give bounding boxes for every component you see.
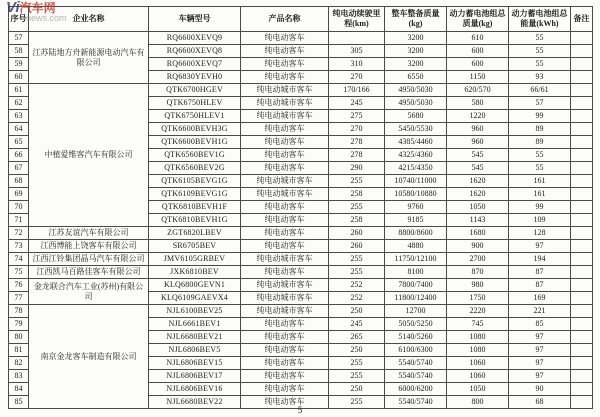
cell-battery-mass: 620/570 xyxy=(447,84,509,97)
cell-remark xyxy=(571,214,593,227)
cell-curb-weight: 9760 xyxy=(385,201,447,214)
cell-battery-energy: 55 xyxy=(509,32,571,45)
cell-index: 59 xyxy=(9,58,29,71)
table-row xyxy=(9,305,593,318)
cell-remark xyxy=(571,318,593,331)
cell-battery-energy: 66/61 xyxy=(509,84,571,97)
cell-product: 纯电动城市客车 xyxy=(241,97,329,110)
cell-battery-energy: 161 xyxy=(509,175,571,188)
cell-model: NJL6680BEV21 xyxy=(149,331,241,344)
cell-battery-mass: 870 xyxy=(447,266,509,279)
table-row xyxy=(9,266,593,279)
cell-battery-mass: 980 xyxy=(447,279,509,292)
cell-index: 65 xyxy=(9,136,29,149)
cell-range: 255 xyxy=(329,357,385,370)
cell-battery-mass: 545 xyxy=(447,149,509,162)
cell-range: 252 xyxy=(329,292,385,305)
cell-battery-mass: 1060 xyxy=(447,357,509,370)
cell-index: 82 xyxy=(9,357,29,370)
cell-battery-mass: 1750 xyxy=(447,292,509,305)
cell-battery-mass: 600 xyxy=(447,45,509,58)
cell-model: SR6705BEV xyxy=(149,240,241,253)
header-curb-weight: 整车整备质量(kg) xyxy=(385,7,447,32)
cell-remark xyxy=(571,240,593,253)
cell-index: 85 xyxy=(9,396,29,409)
header-model: 车辆型号 xyxy=(149,7,241,32)
cell-index: 57 xyxy=(9,32,29,45)
cell-model: QTK6560BEV1G xyxy=(149,149,241,162)
header-battery-energy: 动力蓄电池组总能量(kWh) xyxy=(509,7,571,32)
cell-battery-mass: 800 xyxy=(447,396,509,409)
cell-battery-mass: 1080 xyxy=(447,344,509,357)
cell-curb-weight: 5540/5740 xyxy=(385,396,447,409)
cell-curb-weight: 5450/5530 xyxy=(385,123,447,136)
table-row xyxy=(9,279,593,292)
cell-remark xyxy=(571,201,593,214)
cell-battery-mass: 1150 xyxy=(447,71,509,84)
cell-curb-weight: 3200 xyxy=(385,32,447,45)
cell-curb-weight: 8800/8600 xyxy=(385,227,447,240)
cell-battery-mass: 1050 xyxy=(447,383,509,396)
cell-company: 江西博能上饶客车有限公司 xyxy=(29,240,149,253)
cell-range: 245 xyxy=(329,97,385,110)
cell-index: 80 xyxy=(9,331,29,344)
cell-battery-mass: 2700 xyxy=(447,253,509,266)
cell-product: 纯电动客车 xyxy=(241,71,329,84)
cell-range: 255 xyxy=(329,201,385,214)
header-product: 产品名称 xyxy=(241,7,329,32)
cell-product: 纯电动客车 xyxy=(241,214,329,227)
cell-range: 258 xyxy=(329,214,385,227)
cell-index: 62 xyxy=(9,97,29,110)
watermark-brand: 汽车网 xyxy=(19,1,56,15)
cell-battery-mass: 1143 xyxy=(447,214,509,227)
cell-curb-weight: 4950/5030 xyxy=(385,84,447,97)
cell-battery-mass: 960 xyxy=(447,136,509,149)
cell-model: NJL6806BEV16 xyxy=(149,383,241,396)
cell-index: 77 xyxy=(9,292,29,305)
cell-product: 纯电动城市客车 xyxy=(241,253,329,266)
cell-index: 61 xyxy=(9,84,29,97)
cell-range: 170/166 xyxy=(329,84,385,97)
cell-curb-weight: 4215/4350 xyxy=(385,162,447,175)
cell-index: 81 xyxy=(9,344,29,357)
cell-index: 66 xyxy=(9,149,29,162)
cell-company: 江苏陆地方舟新能源电动汽车有限公司 xyxy=(29,32,149,84)
cell-range xyxy=(329,32,385,45)
cell-model: QTK6600BEVH1G xyxy=(149,136,241,149)
cell-curb-weight: 4880 xyxy=(385,240,447,253)
cell-remark xyxy=(571,266,593,279)
header-row xyxy=(9,7,593,32)
cell-remark xyxy=(571,292,593,305)
cell-curb-weight: 5540/5740 xyxy=(385,357,447,370)
cell-battery-energy: 194 xyxy=(509,253,571,266)
cell-battery-mass: 1620 xyxy=(447,175,509,188)
cell-curb-weight: 11750/12100 xyxy=(385,253,447,266)
cell-product: 纯电动客车 xyxy=(241,266,329,279)
cell-battery-energy: 97 xyxy=(509,370,571,383)
cell-company: 中植爱维客汽车有限公司 xyxy=(29,84,149,227)
cell-remark xyxy=(571,331,593,344)
cell-curb-weight: 12700 xyxy=(385,305,447,318)
page-number: 5 xyxy=(297,405,303,415)
cell-index: 71 xyxy=(9,214,29,227)
cell-battery-mass: 580 xyxy=(447,97,509,110)
cell-battery-mass: 610 xyxy=(447,32,509,45)
cell-model: QTK6810BEVH1F xyxy=(149,201,241,214)
cell-curb-weight: 4325/4360 xyxy=(385,149,447,162)
cell-remark xyxy=(571,305,593,318)
cell-remark xyxy=(571,253,593,266)
cell-remark xyxy=(571,136,593,149)
cell-index: 63 xyxy=(9,110,29,123)
cell-index: 83 xyxy=(9,370,29,383)
cell-product: 纯电动客车 xyxy=(241,136,329,149)
cell-product: 纯电动客车 xyxy=(241,45,329,58)
cell-range: 305 xyxy=(329,45,385,58)
table-row xyxy=(9,32,593,45)
cell-index: 58 xyxy=(9,45,29,58)
cell-model: NJL6806BEV15 xyxy=(149,357,241,370)
cell-product: 纯电动客车 xyxy=(241,370,329,383)
cell-index: 64 xyxy=(9,123,29,136)
cell-remark xyxy=(571,149,593,162)
cell-product: 纯电动客车 xyxy=(241,123,329,136)
cell-curb-weight: 6550 xyxy=(385,71,447,84)
cell-model: QTK6109BEVG1G xyxy=(149,188,241,201)
watermark-logo: Vi xyxy=(6,0,20,16)
cell-model: NJL6806BEV17 xyxy=(149,370,241,383)
cell-battery-energy: 55 xyxy=(509,58,571,71)
cell-battery-energy: 169 xyxy=(509,292,571,305)
cell-battery-energy: 97 xyxy=(509,344,571,357)
cell-curb-weight: 11800/12400 xyxy=(385,292,447,305)
cell-remark xyxy=(571,97,593,110)
cell-range: 250 xyxy=(329,305,385,318)
cell-battery-energy: 85 xyxy=(509,318,571,331)
header-company: 企业名称 xyxy=(29,7,149,32)
cell-curb-weight: 4385/4460 xyxy=(385,136,447,149)
cell-model: RQ6600XEVQ8 xyxy=(149,45,241,58)
cell-curb-weight: 5540/5740 xyxy=(385,370,447,383)
cell-battery-mass: 960 xyxy=(447,123,509,136)
cell-battery-mass: 1060 xyxy=(447,370,509,383)
cell-battery-mass: 745 xyxy=(447,318,509,331)
cell-curb-weight: 3200 xyxy=(385,58,447,71)
cell-range: 260 xyxy=(329,227,385,240)
cell-index: 76 xyxy=(9,279,29,292)
vehicle-table xyxy=(8,6,593,409)
cell-battery-energy: 89 xyxy=(509,123,571,136)
header-index: 序号 xyxy=(9,7,29,32)
header-remark: 备注 xyxy=(571,7,593,32)
cell-curb-weight: 3200 xyxy=(385,45,447,58)
table-row xyxy=(9,253,593,266)
cell-model: KLQ6109GAEVX4 xyxy=(149,292,241,305)
cell-battery-mass: 1050 xyxy=(447,201,509,214)
cell-model: NJL6806BEV5 xyxy=(149,344,241,357)
header-battery-mass: 动力蓄电池组总质量(kg) xyxy=(447,7,509,32)
cell-index: 67 xyxy=(9,162,29,175)
cell-battery-mass: 900 xyxy=(447,240,509,253)
cell-curb-weight: 6000/6200 xyxy=(385,383,447,396)
cell-company: 金龙联合汽车工业(苏州)有限公司 xyxy=(29,279,149,305)
cell-battery-energy: 97 xyxy=(509,331,571,344)
cell-model: RQ6600XEVQ9 xyxy=(149,32,241,45)
cell-index: 84 xyxy=(9,383,29,396)
cell-model: QTK6750HLEV xyxy=(149,97,241,110)
cell-index: 74 xyxy=(9,253,29,266)
cell-product: 纯电动客车 xyxy=(241,32,329,45)
header-range: 纯电动续驶里程(km) xyxy=(329,7,385,32)
cell-product: 纯电动城市客车 xyxy=(241,84,329,97)
cell-company: 江西凯马百路佳客车有限公司 xyxy=(29,266,149,279)
cell-remark xyxy=(571,279,593,292)
cell-model: NJL6680BEV22 xyxy=(149,396,241,409)
cell-remark xyxy=(571,58,593,71)
cell-battery-energy: 93 xyxy=(509,71,571,84)
cell-remark xyxy=(571,175,593,188)
cell-product: 纯电动客车 xyxy=(241,318,329,331)
cell-battery-mass: 2220 xyxy=(447,305,509,318)
cell-model: QTK6750HLEV1 xyxy=(149,110,241,123)
cell-company: 南京金龙客车制造有限公司 xyxy=(29,305,149,409)
cell-remark xyxy=(571,45,593,58)
cell-range: 252 xyxy=(329,279,385,292)
cell-index: 73 xyxy=(9,240,29,253)
cell-battery-energy: 89 xyxy=(509,136,571,149)
cell-index: 60 xyxy=(9,71,29,84)
cell-battery-energy: 221 xyxy=(509,305,571,318)
cell-model: QTK6560BEV2G xyxy=(149,162,241,175)
cell-battery-energy: 161 xyxy=(509,188,571,201)
cell-index: 78 xyxy=(9,305,29,318)
cell-battery-energy: 97 xyxy=(509,357,571,370)
cell-battery-energy: 97 xyxy=(509,240,571,253)
cell-model: RQ6830YEVH0 xyxy=(149,71,241,84)
cell-product: 纯电动客车 xyxy=(241,162,329,175)
cell-range: 250 xyxy=(329,344,385,357)
cell-curb-weight: 7800/7400 xyxy=(385,279,447,292)
cell-range: 278 xyxy=(329,136,385,149)
cell-remark xyxy=(571,357,593,370)
cell-product: 纯电动客车 xyxy=(241,357,329,370)
table-row xyxy=(9,84,593,97)
cell-battery-energy: 90 xyxy=(509,383,571,396)
cell-product: 纯电动客车 xyxy=(241,58,329,71)
cell-index: 69 xyxy=(9,188,29,201)
cell-range: 275 xyxy=(329,110,385,123)
cell-product: 纯电动客车 xyxy=(241,396,329,409)
cell-battery-mass: 545 xyxy=(447,162,509,175)
cell-curb-weight: 10580/10880 xyxy=(385,188,447,201)
cell-model: RQ6600XEVQ7 xyxy=(149,58,241,71)
cell-product: 纯电动客车 xyxy=(241,240,329,253)
cell-curb-weight: 5140/5260 xyxy=(385,331,447,344)
cell-curb-weight: 4950/5030 xyxy=(385,97,447,110)
cell-range: 250 xyxy=(329,383,385,396)
cell-battery-energy: 55 xyxy=(509,149,571,162)
cell-model: NJL6661BEV1 xyxy=(149,318,241,331)
cell-curb-weight: 5680 xyxy=(385,110,447,123)
cell-remark xyxy=(571,344,593,357)
cell-product: 纯电动客车 xyxy=(241,201,329,214)
cell-index: 72 xyxy=(9,227,29,240)
cell-model: KLQ6800GEVN1 xyxy=(149,279,241,292)
cell-range: 270 xyxy=(329,71,385,84)
cell-remark xyxy=(571,227,593,240)
cell-battery-energy: 55 xyxy=(509,45,571,58)
cell-index: 75 xyxy=(9,266,29,279)
cell-battery-mass: 1220 xyxy=(447,110,509,123)
cell-index: 68 xyxy=(9,175,29,188)
cell-curb-weight: 8100 xyxy=(385,266,447,279)
cell-product: 纯电动城市客车 xyxy=(241,305,329,318)
cell-remark xyxy=(571,370,593,383)
cell-product: 纯电动城市客车 xyxy=(241,188,329,201)
table-body xyxy=(9,32,593,409)
cell-product: 纯电动客车 xyxy=(241,383,329,396)
cell-range: 260 xyxy=(329,240,385,253)
cell-range: 265 xyxy=(329,331,385,344)
cell-curb-weight: 10740/11000 xyxy=(385,175,447,188)
cell-model: QTK6810BEVH1G xyxy=(149,214,241,227)
table-row xyxy=(9,240,593,253)
cell-battery-energy: 87 xyxy=(509,266,571,279)
cell-remark xyxy=(571,383,593,396)
cell-battery-energy: 57 xyxy=(509,97,571,110)
cell-battery-mass: 1080 xyxy=(447,331,509,344)
cell-range: 270 xyxy=(329,123,385,136)
cell-model: QTK6700HGEV xyxy=(149,84,241,97)
cell-model: QTK6105BEVG1G xyxy=(149,175,241,188)
cell-product: 纯电动客车 xyxy=(241,227,329,240)
cell-curb-weight: 5050/5250 xyxy=(385,318,447,331)
cell-battery-mass: 600 xyxy=(447,58,509,71)
cell-product: 纯电动客车 xyxy=(241,344,329,357)
cell-remark xyxy=(571,123,593,136)
cell-battery-energy: 128 xyxy=(509,227,571,240)
cell-battery-energy: 87 xyxy=(509,279,571,292)
cell-range: 258 xyxy=(329,188,385,201)
cell-index: 79 xyxy=(9,318,29,331)
cell-model: JXK6810BEV xyxy=(149,266,241,279)
cell-model: JMV6105GRBEV xyxy=(149,253,241,266)
cell-remark xyxy=(571,162,593,175)
cell-range: 255 xyxy=(329,266,385,279)
cell-model: NJL6100BEV25 xyxy=(149,305,241,318)
cell-battery-energy: 99 xyxy=(509,201,571,214)
cell-remark xyxy=(571,71,593,84)
cell-range: 245 xyxy=(329,318,385,331)
cell-range: 310 xyxy=(329,58,385,71)
cell-remark xyxy=(571,84,593,97)
cell-range: 290 xyxy=(329,162,385,175)
cell-model: QTK6600BEVH3G xyxy=(149,123,241,136)
cell-range: 278 xyxy=(329,149,385,162)
cell-battery-energy: 99 xyxy=(509,110,571,123)
cell-battery-energy: 55 xyxy=(509,162,571,175)
cell-product: 纯电动城市客车 xyxy=(241,175,329,188)
cell-remark xyxy=(571,32,593,45)
cell-product: 纯电动城市客车 xyxy=(241,292,329,305)
cell-curb-weight: 9185 xyxy=(385,214,447,227)
cell-range: 255 xyxy=(329,370,385,383)
cell-product: 纯电动客车 xyxy=(241,149,329,162)
cell-company: 江西江铃集团晶马汽车有限公司 xyxy=(29,253,149,266)
table-row xyxy=(9,227,593,240)
cell-product: 纯电动城市客车 xyxy=(241,110,329,123)
cell-company: 江苏友谊汽车有限公司 xyxy=(29,227,149,240)
cell-range: 255 xyxy=(329,396,385,409)
cell-remark xyxy=(571,188,593,201)
cell-battery-mass: 1680 xyxy=(447,227,509,240)
cell-range: 255 xyxy=(329,175,385,188)
cell-battery-energy: 68 xyxy=(509,396,571,409)
cell-product: 纯电动客车 xyxy=(241,331,329,344)
cell-range: 255 xyxy=(329,253,385,266)
watermark-domain: news.com xyxy=(26,13,67,23)
cell-battery-energy: 109 xyxy=(509,214,571,227)
cell-product: 纯电动城市客车 xyxy=(241,279,329,292)
cell-remark xyxy=(571,110,593,123)
cell-battery-mass: 1620 xyxy=(447,188,509,201)
cell-curb-weight: 6100/6300 xyxy=(385,344,447,357)
cell-index: 70 xyxy=(9,201,29,214)
cell-model: ZGT6820LBEV xyxy=(149,227,241,240)
